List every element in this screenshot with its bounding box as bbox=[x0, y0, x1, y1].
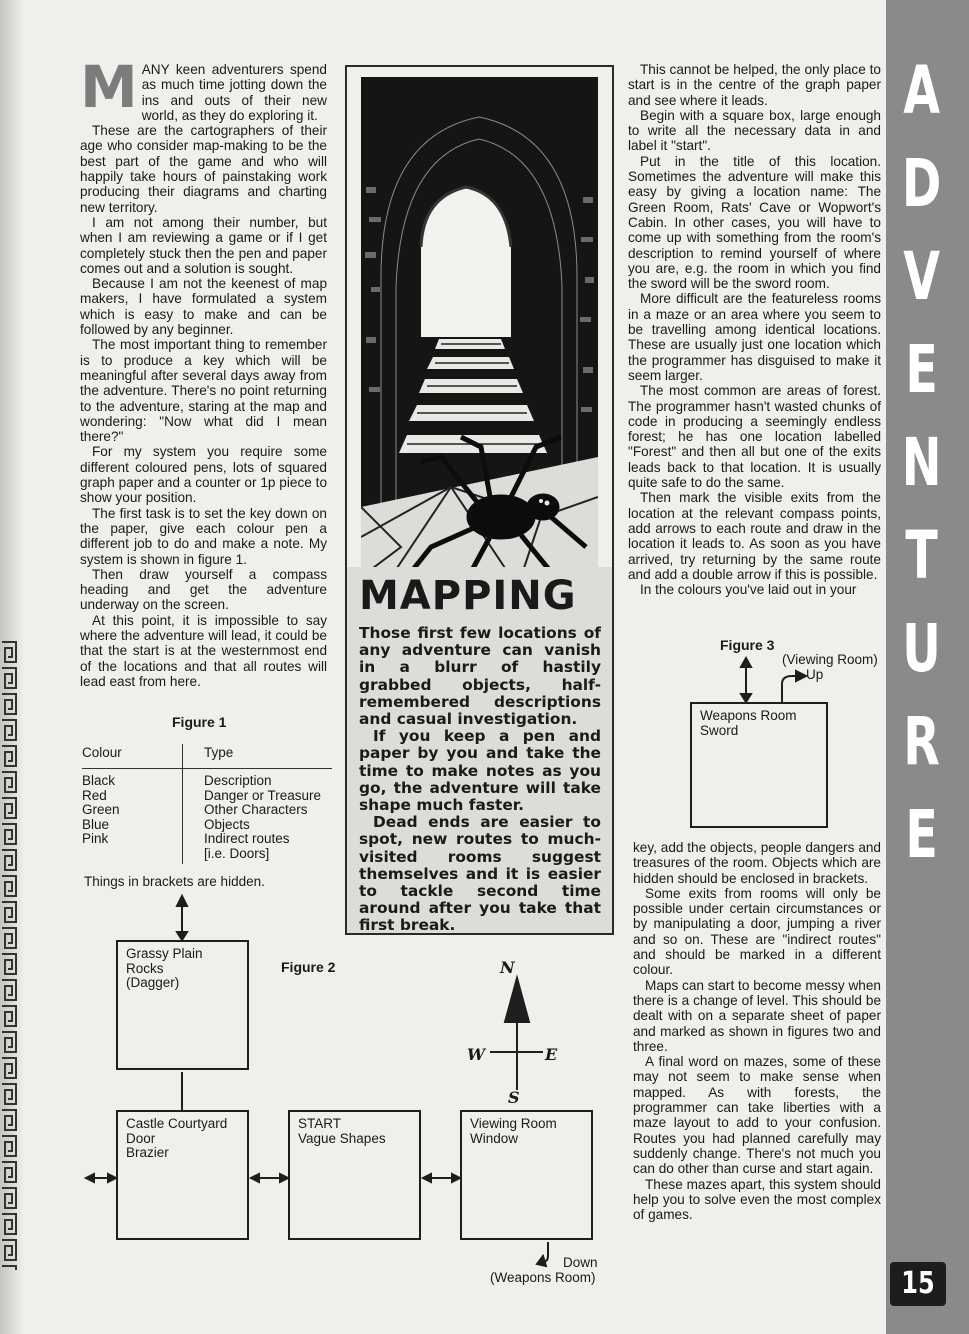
tab-letter: V bbox=[903, 238, 940, 315]
room-name: Grassy Plain bbox=[126, 946, 203, 961]
paragraph: Maps can start to become messy when there is a change of level. This should be dealt with on a separate sheet of paper and marked as shown in figures two and three. bbox=[633, 977, 881, 1054]
key-type: Indirect routes bbox=[204, 831, 290, 847]
key-type: Objects bbox=[204, 816, 250, 832]
key-colour: Pink bbox=[82, 831, 109, 847]
key-divider-vertical bbox=[182, 744, 183, 864]
room-item: (Dagger) bbox=[126, 975, 180, 991]
room-name: Castle Courtyard bbox=[126, 1116, 228, 1131]
room-start bbox=[288, 1110, 421, 1240]
page-number: 15 bbox=[901, 1266, 935, 1301]
key-type: [i.e. Doors] bbox=[204, 845, 270, 861]
tab-letter: U bbox=[902, 610, 941, 687]
mapping-standfirst bbox=[359, 625, 601, 935]
paragraph: Begin with a square box, large enough to write all the necessary data in and label it "start". bbox=[628, 107, 881, 154]
figure-2-title: Figure 2 bbox=[281, 959, 336, 975]
room-viewing-room bbox=[460, 1110, 593, 1240]
illustration-panel bbox=[345, 65, 614, 935]
compass-north-label: N bbox=[500, 958, 515, 977]
room-name: START bbox=[298, 1116, 342, 1131]
tab-letter: A bbox=[903, 52, 940, 129]
key-divider-horizontal bbox=[82, 768, 332, 769]
paragraph: These are the cartographers of their age who consider map-making to be the best part of the game and who will happily take hours of painstaking work producing their diagrams and charting new territory. bbox=[80, 123, 327, 215]
standfirst-paragraph: If you keep a pen and paper by you and take the time to make notes as you go, the adventure will take shape much faster. bbox=[359, 727, 601, 815]
paragraph: This cannot be helped, the only place to start is in the centre of the graph paper and see where it leads. bbox=[628, 62, 881, 108]
standfirst-paragraph: Those first few locations of any adventure can vanish in a blurr of hastily grabbed objects, half-remembered descriptions and casual investigation. bbox=[359, 624, 601, 729]
key-colour: Black bbox=[82, 773, 116, 788]
figure-1-title: Figure 1 bbox=[172, 714, 227, 730]
figure-2-down-label: Down bbox=[563, 1255, 598, 1270]
paragraph: Some exits from rooms will only be possible under certain circumstances or by manipulating a door, jumping a river and so on. These are "indirect routes" and should be marked in a different colour. bbox=[633, 885, 881, 978]
paragraph: These mazes apart, this system should help you to solve even the most complex of games. bbox=[633, 1176, 881, 1223]
room-item: Rocks bbox=[126, 960, 164, 976]
room-item: Sword bbox=[700, 722, 739, 738]
dungeon-stairs-woodcut bbox=[361, 77, 598, 577]
paragraph: The first task is to set the key down on the paper, give each colour pen a different job to do and make a note. My system is shown in figure 1. bbox=[80, 505, 327, 567]
room-item: Brazier bbox=[126, 1145, 169, 1161]
paragraph: The most common are areas of forest. The programmer hasn't wasted chunks of code in producing a seemingly endless forest; he has one location labelled "Forest" and then all but one of the exits leads back to that location. It is usually quite safe to do the same. bbox=[628, 383, 881, 491]
greek-key-border bbox=[0, 640, 18, 1270]
figure-2-down-target: (Weapons Room) bbox=[490, 1270, 596, 1285]
room-grassy-plain bbox=[116, 940, 249, 1070]
key-colour: Red bbox=[82, 787, 107, 803]
key-header-type: Type bbox=[204, 745, 234, 760]
paragraph: Then draw yourself a compass heading and get the adventure underway on the screen. bbox=[80, 566, 327, 613]
tab-letter: R bbox=[903, 703, 940, 780]
figure-3-title: Figure 3 bbox=[720, 637, 775, 653]
figure-3-up-label: Up bbox=[806, 667, 824, 682]
mapping-sidebar-box bbox=[347, 567, 612, 933]
paragraph: Then mark the visible exits from the location at the relevant compass points, add arrows to each route and draw in the location it leads to. As soon as you have arrived, try returning by the same route and add a double arrow if this is possible. bbox=[628, 490, 881, 582]
standfirst-paragraph: Dead ends are easier to spot, new routes to much-visited rooms suggest themselves and it is easier to tackle second time around after you take that first break. bbox=[359, 813, 601, 935]
article-column-3-top bbox=[628, 62, 881, 597]
page-number-badge bbox=[890, 1262, 946, 1306]
drop-cap: M bbox=[80, 53, 138, 121]
key-colour-list bbox=[82, 774, 120, 847]
room-item: Window bbox=[470, 1130, 519, 1146]
paragraph: At this point, it is impossible to say where the adventure will lead, it could be that the start is at the westernmost end of the locations and that all routes will lead east from here. bbox=[80, 612, 327, 689]
room-name: Weapons Room bbox=[700, 708, 797, 723]
paragraph: I am not among their number, but when I am reviewing a game or if I get completely stuck then the pen and paper comes out and a solution is sought. bbox=[80, 214, 327, 276]
paragraph: A final word on mazes, some of these may not seem to make sense when mapped. As with forests, the programmer can take liberties with a maze layout to add to your confusion. Routes you had planned carefully may suddenly change. There's not much you can do other than curse and start again. bbox=[633, 1054, 881, 1177]
paragraph: The most important thing to remember is to produce a key which will be meaningful after several days away from the adventure. There's no point returning to the adventure, staring at the map and wondering: "Now what did I mean there?" bbox=[80, 337, 327, 445]
compass-south-label: S bbox=[508, 1088, 520, 1107]
paragraph: For my system you require some different coloured pens, lots of squared graph paper and a counter or 1p piece to show your position. bbox=[80, 444, 327, 506]
paragraph: Because I am not the keenest of map makers, I have formulated a system which is easy to make and can be followed by any beginner. bbox=[80, 276, 327, 338]
key-colour: Green bbox=[82, 802, 120, 818]
tab-letter: D bbox=[901, 145, 942, 222]
room-name: Viewing Room bbox=[470, 1116, 557, 1131]
paragraph: key, add the objects, people dangers and treasures of the room. Objects which are hidden should be enclosed in brackets. bbox=[633, 840, 881, 886]
key-header-colour: Colour bbox=[82, 745, 122, 760]
article-column-1 bbox=[80, 53, 327, 689]
mapping-headline: MAPPING bbox=[359, 573, 577, 619]
key-type: Description bbox=[204, 773, 272, 788]
paragraph: ANY keen adventurers spend as much time jotting down the ins and outs of their new world, as they do exploring it. bbox=[141, 62, 327, 123]
tab-letter: E bbox=[905, 796, 938, 873]
compass-west-label: W bbox=[467, 1045, 485, 1064]
room-item: Vague Shapes bbox=[298, 1130, 386, 1146]
figure-3-up-target: (Viewing Room) bbox=[782, 652, 878, 667]
tab-letter: T bbox=[905, 517, 938, 594]
room-weapons-room bbox=[690, 702, 828, 828]
key-type: Danger or Treasure bbox=[204, 787, 322, 803]
figure-1-note: Things in brackets are hidden. bbox=[84, 874, 265, 889]
key-type: Other Characters bbox=[204, 802, 308, 818]
room-item: Door bbox=[126, 1130, 156, 1146]
paragraph: More difficult are the featureless rooms in a maze or an area where you seem to be travelling among identical locations. These are usually just one location which the programmer has disguised to make it seem larger. bbox=[628, 291, 881, 383]
paragraph: Put in the title of this location. Sometimes the adventure will make this easy by giving a location name: The Green Room, Rats' Cave or Wopwort's Cabin. In other cases, you will have to come up with something from the room's description to remind yourself of where you are, e.g. the room in which you find the sword will be the sword room. bbox=[628, 153, 881, 292]
paragraph: In the colours you've laid out in your bbox=[640, 582, 857, 598]
key-colour: Blue bbox=[82, 816, 110, 832]
tab-letter: E bbox=[905, 331, 938, 408]
room-castle-courtyard bbox=[116, 1110, 249, 1240]
tab-letter: N bbox=[901, 424, 942, 501]
article-column-3-bottom bbox=[633, 840, 881, 1222]
compass-east-label: E bbox=[545, 1045, 558, 1064]
key-type-list bbox=[204, 774, 321, 862]
